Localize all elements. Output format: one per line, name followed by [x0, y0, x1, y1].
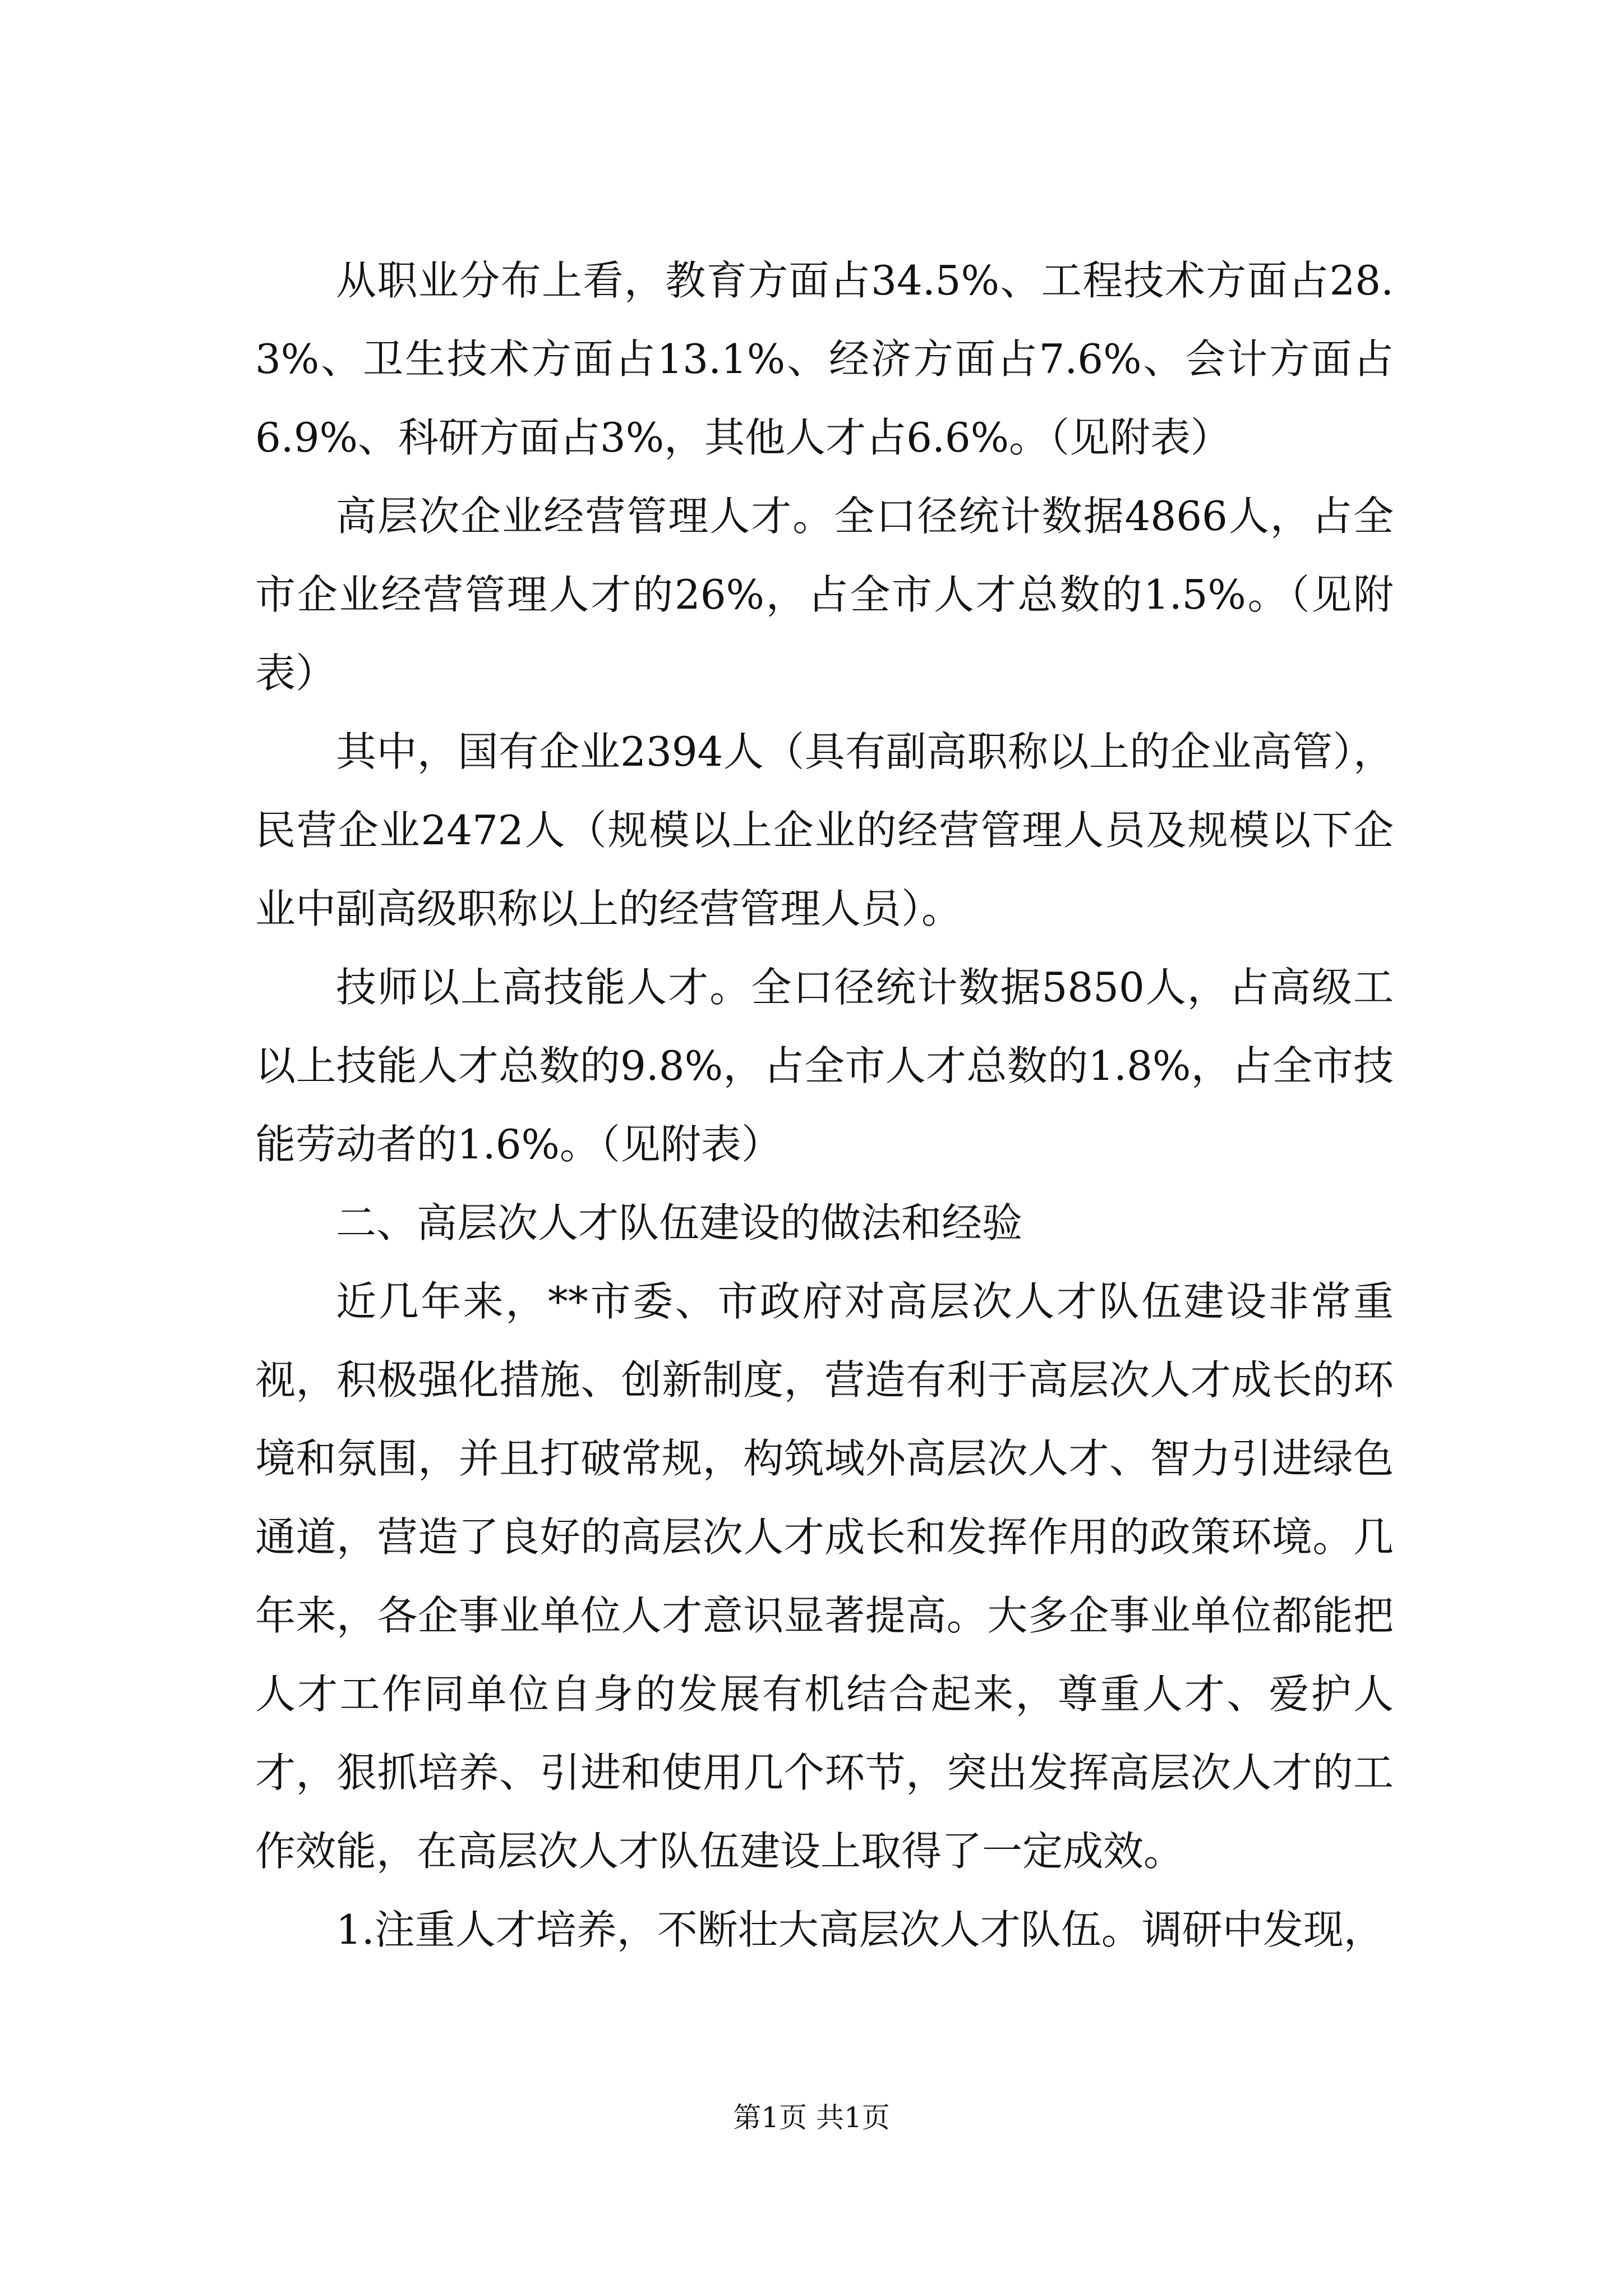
page-footer: 第1页 共1页 [733, 2101, 890, 2134]
paragraph-enterprise-management-talent: 高层次企业经营管理人才。全口径统计数据4866人，占全市企业经营管理人才的26%，占全市人才总数的1.5%。（见附表） [255, 493, 1394, 697]
paragraph-occupation-distribution: 从职业分布上看，教育方面占34.5%、工程技术方面占28.3%、卫生技术方面占13.1%、经济方面占7.6%、会计方面占6.9%、科研方面占3%，其他人才占6.6%。（见附表） [255, 257, 1394, 461]
section-heading-practices: 二、高层次人才队伍建设的做法和经验 [336, 1199, 1023, 1246]
paragraph-recent-years: 近几年来，**市委、市政府对高层次人才队伍建设非常重视，积极强化措施、创新制度，营造有利于高层次人才成长的环境和氛围，并且打破常规，构筑域外高层次人才、智力引进绿色通道，营造了良好的高层次人才成长和发挥作用的政策环境。几年来，各企事业单位人才意识显著提高。大多企事业单位都能把人才工作同单位自身的发展有机结合起来，尊重人才、爱护人才，狠抓培养、引进和使用几个环节，突出发挥高层次人才的工作效能，在高层次人才队伍建设上取得了一定成效。 [255, 1278, 1394, 1875]
document-body [255, 241, 1394, 1969]
paragraph-state-private-enterprise: 其中，国有企业2394人（具有副高职称以上的企业高管），民营企业2472人（规模以上企业的经营管理人员及规模以下企业中副高级职称以上的经营管理人员）。 [255, 728, 1394, 932]
paragraph-high-skill-talent: 技师以上高技能人才。全口径统计数据5850人，占高级工以上技能人才总数的9.8%，占全市人才总数的1.8%，占全市技能劳动者的1.6%。（见附表） [255, 964, 1394, 1168]
paragraph-talent-training: 1.注重人才培养，不断壮大高层次人才队伍。调研中发现， [336, 1906, 1384, 1953]
